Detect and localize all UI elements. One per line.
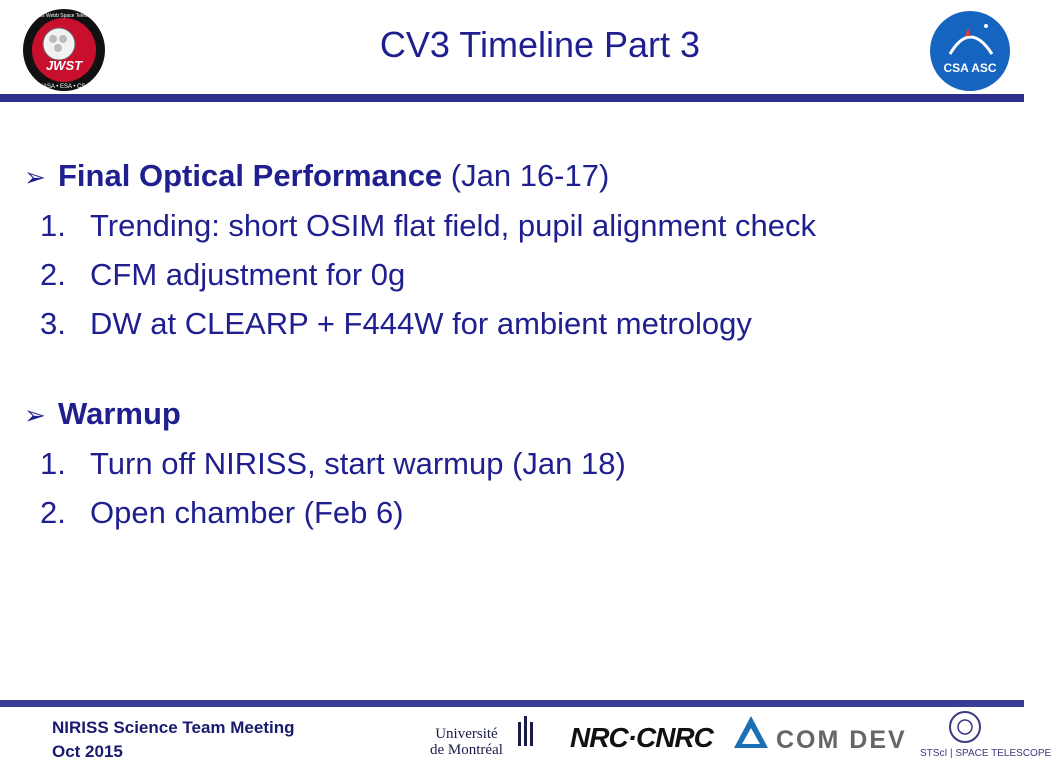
section-heading <box>24 158 609 194</box>
jwst-logo-top-text: James Webb Space Telescope <box>29 13 99 19</box>
section-date: (Jan 16-17) <box>442 158 610 193</box>
section-title: Final Optical Performance <box>58 158 443 193</box>
list-item <box>40 208 816 244</box>
list-number: 2. <box>40 495 66 530</box>
umontreal-logo-text <box>430 726 503 758</box>
list-text: Trending: short OSIM flat field, pupil alignment check <box>90 208 816 243</box>
list-text: Open chamber (Feb 6) <box>90 495 404 530</box>
footer-meeting-info <box>52 716 294 764</box>
list-number: 1. <box>40 446 66 481</box>
stsci-logo <box>920 708 1051 762</box>
slide-header <box>0 0 1024 96</box>
list-item <box>40 495 404 531</box>
comdev-logo-text: COM DEV <box>776 726 907 754</box>
section-title: Warmup <box>58 396 181 431</box>
comdev-emblem-icon <box>732 714 770 752</box>
footer-divider <box>0 700 1024 707</box>
list-number: 2. <box>40 257 66 292</box>
list-item <box>40 446 626 482</box>
jwst-logo-bottom-text: NASA • ESA • CSA <box>38 84 90 90</box>
list-text: Turn off NIRISS, start warmup (Jan 18) <box>90 446 626 481</box>
list-number: 3. <box>40 306 66 341</box>
list-item <box>40 257 405 293</box>
umontreal-emblem-icon <box>516 712 536 748</box>
umontreal-line2: de Montréal <box>430 742 503 758</box>
footer-date: Oct 2015 <box>52 742 123 761</box>
list-text: DW at CLEARP + F444W for ambient metrology <box>90 306 752 341</box>
stsci-emblem-icon <box>948 710 982 744</box>
list-text: CFM adjustment for 0g <box>90 257 406 292</box>
header-divider <box>0 94 1024 102</box>
footer-meeting-name: NIRISS Science Team Meeting <box>52 718 295 737</box>
csa-logo <box>928 10 1012 92</box>
jwst-logo <box>19 8 109 92</box>
list-number: 1. <box>40 208 66 243</box>
nrc-logo-text: NRC·CNRC <box>570 722 713 753</box>
jwst-logo-center-text: JWST <box>45 58 83 73</box>
slide-title: CV3 Timeline Part 3 <box>379 24 701 65</box>
stsci-logo-text: STScI | SPACE TELESCOPE <box>920 748 1051 759</box>
umontreal-line1: Université <box>435 726 498 742</box>
list-item <box>40 306 752 342</box>
umontreal-logo <box>430 708 540 762</box>
nrc-cnrc-logo <box>570 708 713 762</box>
csa-logo-text: CSA ASC <box>943 61 997 75</box>
arrow-bullet-icon: ➢ <box>24 400 46 430</box>
arrow-bullet-icon: ➢ <box>24 162 46 192</box>
comdev-logo <box>732 708 907 762</box>
section-heading <box>24 396 181 432</box>
